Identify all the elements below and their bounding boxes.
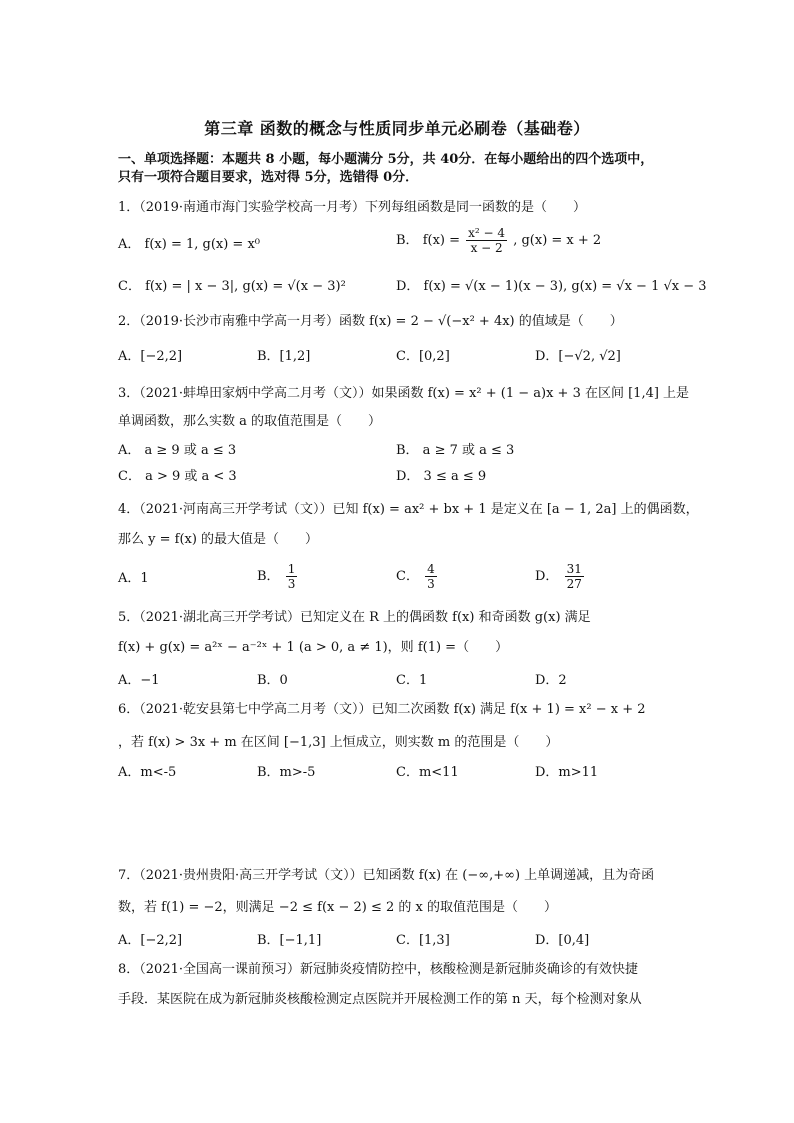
option-d-fraction — [565, 562, 584, 591]
question-2-option-b: B．[1,2] — [257, 349, 311, 364]
fraction-denominator: 3 — [427, 577, 435, 591]
question-1-stem: 1．（2019·南通市海门实验学校高一月考）下列每组函数是同一函数的是（ ） — [118, 200, 586, 215]
question-7-option-c: C．[1,3] — [396, 933, 450, 948]
question-8-stem-line-2: 手段．某医院在成为新冠肺炎核酸检测定点医院并开展检测工作的第 n 天，每个检测对象从 — [118, 992, 642, 1007]
question-1-option-c: C． f(x) = | x − 3|, g(x) = √(x − 3)² — [118, 279, 346, 294]
question-1-option-b — [396, 226, 601, 255]
option-b-label: B． — [396, 233, 419, 248]
question-7-option-a: A．[−2,2] — [118, 933, 183, 948]
question-5-option-a: A．−1 — [118, 673, 160, 688]
question-6-stem-line-1: 6．（2021·乾安县第七中学高二月考（文））已知二次函数 f(x) 满足 f(x + 1) = x² − x + 2 — [118, 702, 646, 717]
question-5-option-b: B．0 — [257, 673, 288, 688]
fraction-denominator: 27 — [566, 577, 582, 591]
option-d-label: D． — [535, 569, 559, 584]
fraction-denominator: x − 2 — [470, 241, 503, 255]
question-7-stem-line-1: 7．（2021·贵州贵阳·高三开学考试（文））已知函数 f(x) 在 (−∞,+∞) 上单调递减，且为奇函 — [118, 868, 655, 883]
question-6-stem-line-2: ，若 f(x) > 3x + m 在区间 [−1,3] 上恒成立，则实数 m 的范围是（ ） — [118, 735, 559, 750]
question-1-option-d: D． f(x) = √(x − 1)(x − 3), g(x) = √x − 1 √x − 3 — [396, 279, 707, 294]
question-7-option-b: B．[−1,1] — [257, 933, 322, 948]
question-4-option-c — [396, 562, 439, 591]
option-b-fraction — [286, 562, 298, 591]
question-3-stem-line-1: 3．（2021·蚌埠田家炳中学高二月考（文））如果函数 f(x) = x² + (1 − a)x + 3 在区间 [1,4] 上是 — [118, 386, 690, 401]
question-8-stem-line-1: 8．（2021·全国高一课前预习）新冠肺炎疫情防控中，核酸检测是新冠肺炎确诊的有效快捷 — [118, 962, 638, 977]
fraction-numerator: x² − 4 — [468, 226, 506, 240]
section-heading-line-2: 只有一项符合题目要求，选对得 5分，选错得 0分． — [118, 170, 419, 185]
question-6-option-b: B．m>-5 — [257, 765, 316, 780]
option-c-fraction — [425, 562, 437, 591]
page-title: 第三章 函数的概念与性质同步单元必刷卷（基础卷） — [204, 119, 590, 138]
question-3-option-a: A． a ≥ 9 或 a ≤ 3 — [118, 443, 237, 458]
question-3-option-d: D． 3 ≤ a ≤ 9 — [396, 469, 487, 484]
option-b-suffix: , g(x) = x + 2 — [513, 233, 602, 248]
question-6-option-a: A．m<-5 — [118, 765, 177, 780]
question-5-option-d: D．2 — [535, 673, 567, 688]
question-7-stem-line-2: 数，若 f(1) = −2，则满足 −2 ≤ f(x − 2) ≤ 2 的 x 的取值范围是（ ） — [118, 900, 558, 915]
question-1-option-a: A． f(x) = 1, g(x) = x⁰ — [118, 237, 260, 252]
question-2-option-a: A．[−2,2] — [118, 349, 183, 364]
question-4-stem-line-2: 那么 y = f(x) 的最大值是（ ） — [118, 532, 319, 547]
option-b-prefix: f(x) = — [422, 233, 461, 248]
question-4-option-b — [257, 562, 299, 591]
question-3-option-b: B． a ≥ 7 或 a ≤ 3 — [396, 443, 515, 458]
question-4-stem-line-1: 4．（2021·河南高三开学考试（文））已知 f(x) = ax² + bx + 1 是定义在 [a − 1, 2a] 上的偶函数， — [118, 502, 699, 517]
question-2-stem: 2．（2019·长沙市南雅中学高一月考）函数 f(x) = 2 − √(−x² + 4x) 的值域是（ ） — [118, 314, 623, 329]
option-c-label: C． — [396, 569, 419, 584]
question-2-option-c: C．[0,2] — [396, 349, 450, 364]
fraction-numerator: 4 — [427, 562, 435, 576]
question-4-option-d — [535, 562, 586, 591]
fraction-numerator: 31 — [566, 562, 582, 576]
question-7-option-d: D．[0,4] — [535, 933, 590, 948]
section-heading-line-1: 一、单项选择题：本题共 8 小题，每小题满分 5分，共 40分．在每小题给出的四个选项中， — [118, 152, 654, 167]
question-6-option-d: D．m>11 — [535, 765, 599, 780]
question-2-option-d: D．[−√2, √2] — [535, 349, 621, 364]
question-5-stem-line-1: 5．（2021·湖北高三开学考试）已知定义在 R 上的偶函数 f(x) 和奇函数 g(x) 满足 — [118, 610, 591, 625]
fraction-numerator: 1 — [287, 562, 296, 576]
question-5-option-c: C．1 — [396, 673, 428, 688]
question-3-option-c: C． a > 9 或 a < 3 — [118, 469, 237, 484]
option-b-label: B． — [257, 569, 280, 584]
fraction-denominator: 3 — [287, 577, 296, 591]
question-6-option-c: C．m<11 — [396, 765, 459, 780]
option-b-fraction — [466, 226, 507, 255]
question-3-stem-line-2: 单调函数，那么实数 a 的取值范围是（ ） — [118, 414, 382, 429]
question-5-stem-line-2: f(x) + g(x) = a²ˣ − a⁻²ˣ + 1 (a > 0, a ≠ 1)，则 f(1) =（ ） — [118, 640, 509, 655]
question-4-option-a: A．1 — [118, 571, 149, 586]
